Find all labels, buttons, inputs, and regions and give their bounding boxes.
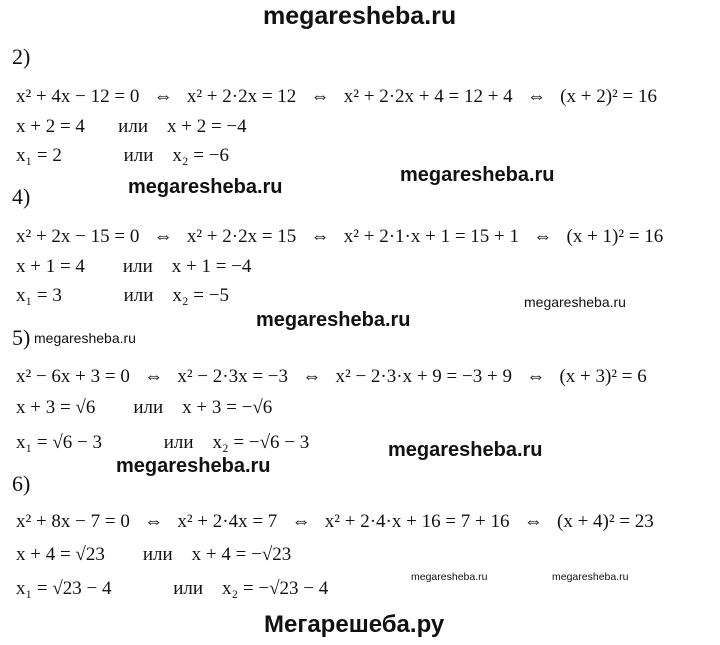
watermark: megaresheba.ru — [552, 571, 629, 583]
equation-line: x² + 4x − 12 = 0 ⇔ x² + 2·2x = 12 ⇔ x² + 2·2x + 4 = 12 + 4 ⇔ (x + 2)² = 16 — [16, 86, 657, 107]
footer-watermark: Мегарешеба.ру — [264, 611, 445, 638]
watermark: megaresheba.ru — [34, 330, 136, 346]
watermark: megaresheba.ru — [128, 176, 283, 198]
watermark: megaresheba.ru — [256, 309, 411, 331]
equation-line: x₁ = 3 или x₂ = −5 — [16, 285, 229, 306]
watermark: megaresheba.ru — [411, 571, 488, 583]
equation-line: x² + 8x − 7 = 0 ⇔ x² + 2·4x = 7 ⇔ x² + 2·4·x + 16 = 7 + 16 ⇔ (x + 4)² = 23 — [16, 511, 654, 532]
problem-number: 2) — [12, 44, 31, 69]
watermark: megaresheba.ru — [400, 164, 555, 186]
equation-line: x + 4 = √23 или x + 4 = −√23 — [16, 544, 292, 565]
equation-line: x + 2 = 4 или x + 2 = −4 — [16, 116, 247, 137]
equation-line: x² − 6x + 3 = 0 ⇔ x² − 2·3x = −3 ⇔ x² − 2·3·x + 9 = −3 + 9 ⇔ (x + 3)² = 6 — [16, 366, 647, 387]
watermark: megaresheba.ru — [388, 439, 543, 461]
problem-number: 5) — [12, 325, 31, 350]
equation-line: x² + 2x − 15 = 0 ⇔ x² + 2·2x = 15 ⇔ x² + 2·1·x + 1 = 15 + 1 ⇔ (x + 1)² = 16 — [16, 226, 664, 247]
equation-line: x + 1 = 4 или x + 1 = −4 — [16, 256, 252, 277]
equation-line: x₁ = 2 или x₂ = −6 — [16, 145, 229, 166]
watermark: megaresheba.ru — [116, 455, 271, 477]
watermark: megaresheba.ru — [524, 294, 626, 310]
problem-number: 4) — [12, 184, 31, 209]
equation-line: x₁ = √23 − 4 или x₂ = −√23 − 4 — [16, 578, 329, 599]
equation-line: x + 3 = √6 или x + 3 = −√6 — [16, 397, 273, 418]
problem-number: 6) — [12, 471, 31, 496]
header-watermark: megaresheba.ru — [263, 2, 457, 30]
equation-line: x₁ = √6 − 3 или x₂ = −√6 − 3 — [16, 432, 310, 453]
